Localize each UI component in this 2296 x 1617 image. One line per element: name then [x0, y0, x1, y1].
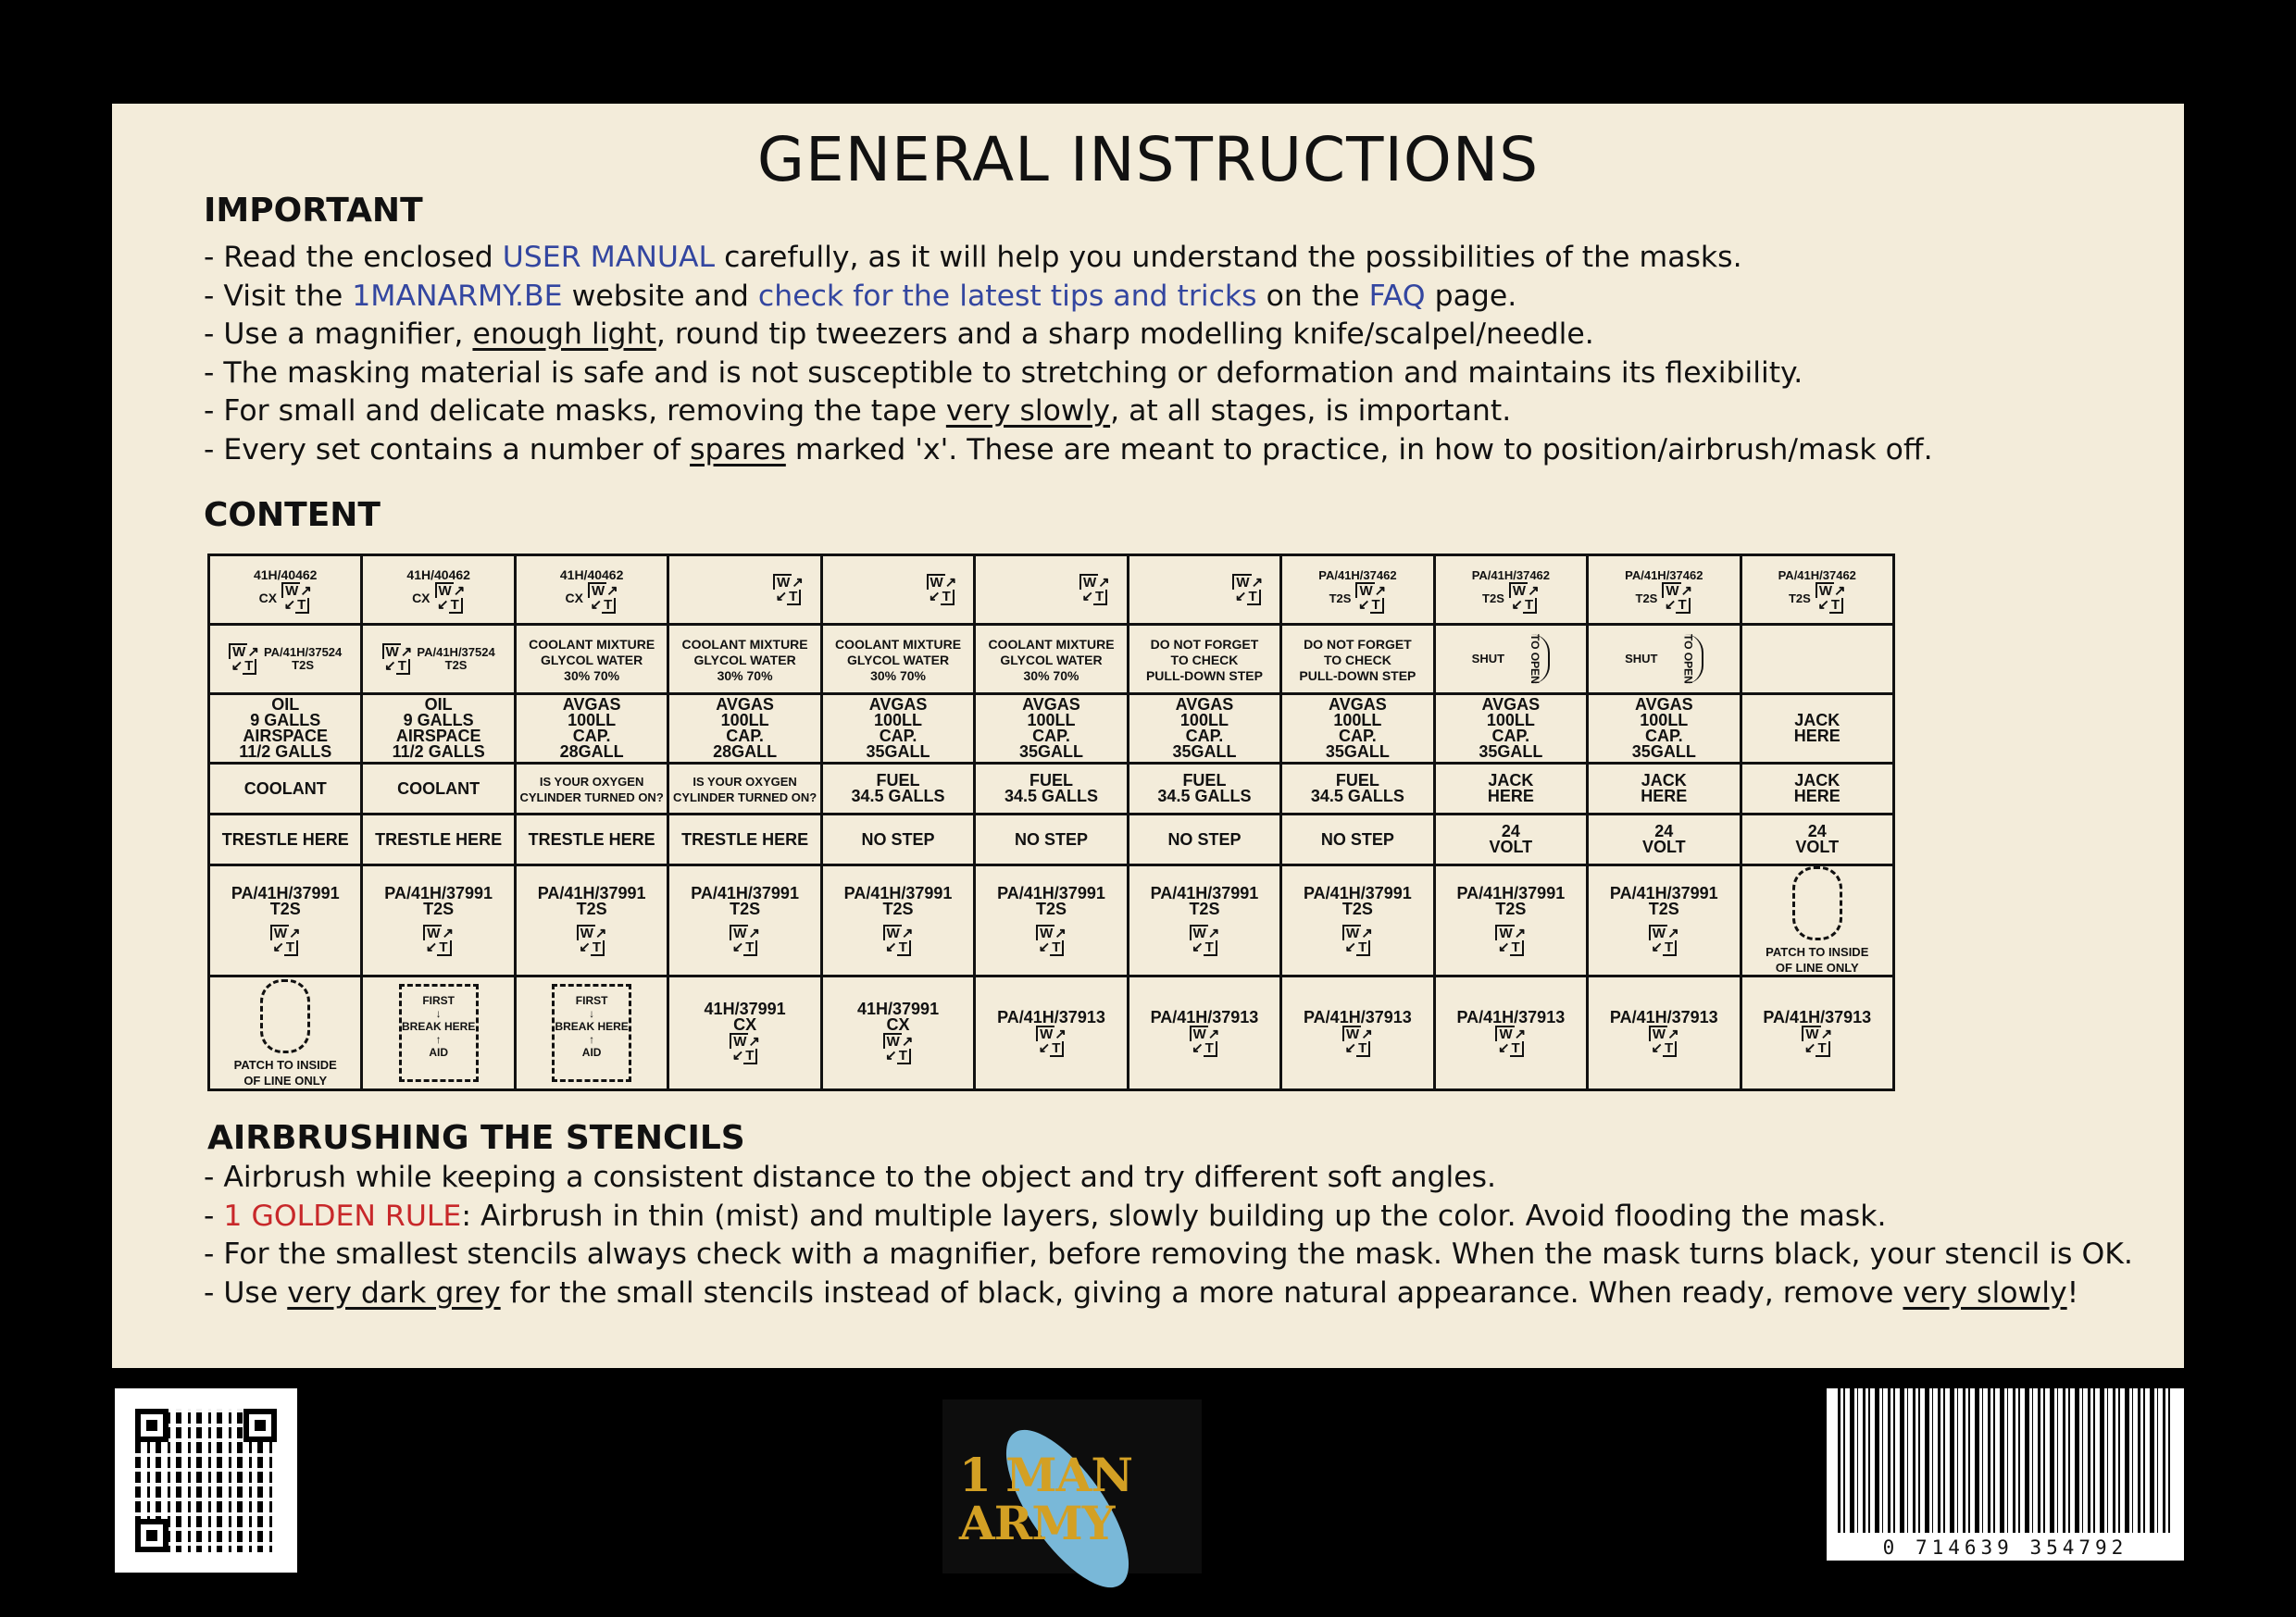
- stencil-cell: NO STEP: [821, 815, 974, 865]
- wt-icon: W ↗ ↙ T: [229, 643, 259, 675]
- stencil-cell: [975, 555, 1128, 625]
- stencil-cell: FUEL 34.5 GALLS: [1281, 764, 1434, 815]
- important-line-3: - Use a magnifier, enough light, round tip tweezers and a sharp modelling knife/scalpel/needle.: [204, 317, 1594, 351]
- stencil-cell: COOLANT MIXTURE GLYCOL WATER 30% 70%: [515, 625, 668, 694]
- content-heading: CONTENT: [204, 496, 381, 534]
- stencil-cell: PA/41H/37991 T2S W ↗ ↙ T: [1434, 865, 1587, 976]
- wt-icon: W ↗ ↙ T: [1232, 574, 1263, 605]
- stencil-cell: [1128, 555, 1280, 625]
- table-row: [209, 625, 1894, 694]
- stencil-cell: PATCH TO INSIDE OF LINE ONLY: [1741, 865, 1893, 976]
- important-list: [204, 239, 1933, 469]
- wt-icon: W ↗ ↙ T: [1802, 1026, 1832, 1057]
- stencil-cell: PA/41H/37462 T2S W ↗ ↙ T: [1281, 555, 1434, 625]
- stencil-cell: PA/41H/37991 T2S W ↗ ↙ T: [821, 865, 974, 976]
- stencil-cell: JACK HERE: [1588, 764, 1741, 815]
- user-manual-link[interactable]: USER MANUAL: [502, 241, 716, 274]
- stencil-cell: [515, 976, 668, 1090]
- wt-icon: W ↗ ↙ T: [883, 925, 914, 956]
- wt-icon: W ↗ ↙ T: [1495, 1026, 1526, 1057]
- airbrush-line-2: - 1 GOLDEN RULE: Airbrush in thin (mist) and multiple layers, slowly building up the color. Avoid flooding the mask.: [204, 1199, 1887, 1233]
- stencil-cell: FUEL 34.5 GALLS: [821, 764, 974, 815]
- stencil-cell: JACK HERE: [1434, 764, 1587, 815]
- airbrush-line-3: - For the smallest stencils always check with a magnifier, before removing the mask. When the mask turns black, your stencil is OK.: [204, 1238, 2133, 1271]
- stencil-cell: DO NOT FORGET TO CHECK PULL-DOWN STEP: [1281, 625, 1434, 694]
- stencil-cell: JACK HERE: [1741, 764, 1893, 815]
- wt-icon: W ↗ ↙ T: [773, 574, 804, 605]
- stencil-cell: DO NOT FORGET TO CHECK PULL-DOWN STEP: [1128, 625, 1280, 694]
- stencil-cell: PA/41H/37991 T2S W ↗ ↙ T: [668, 865, 821, 976]
- stencil-cell: COOLANT MIXTURE GLYCOL WATER 30% 70%: [668, 625, 821, 694]
- wt-icon: W ↗ ↙ T: [1342, 925, 1373, 956]
- stencil-cell: PA/41H/37913 W ↗ ↙ T: [975, 976, 1128, 1090]
- tips-link[interactable]: check for the latest tips and tricks: [757, 279, 1257, 313]
- important-line-1: - Read the enclosed USER MANUAL carefully, as it will help you understand the possibilities of the masks.: [204, 241, 1742, 274]
- wt-icon: W ↗ ↙ T: [730, 1033, 760, 1064]
- page-title: GENERAL INSTRUCTIONS: [756, 124, 1540, 195]
- wt-icon: W ↗ ↙ T: [1342, 1026, 1373, 1057]
- stencil-cell: PA/41H/37913 W ↗ ↙ T: [1588, 976, 1741, 1090]
- stencil-cell: OIL 9 GALLS AIRSPACE 11/2 GALLS: [209, 694, 362, 764]
- stencil-cell: AVGAS 100LL CAP. 28GALL: [668, 694, 821, 764]
- wt-icon: W ↗ ↙ T: [382, 643, 413, 675]
- important-line-4: - The masking material is safe and is not susceptible to stretching or deformation and maintains its flexibility.: [204, 355, 1803, 390]
- stencil-cell: TRESTLE HERE: [209, 815, 362, 865]
- stencil-cell: TRESTLE HERE: [362, 815, 515, 865]
- important-line-5: - For small and delicate masks, removing the tape very slowly, at all stages, is important.: [204, 394, 1512, 428]
- wt-icon: W ↗ ↙ T: [1816, 582, 1846, 614]
- stencil-cell: AVGAS 100LL CAP. 35GALL: [1128, 694, 1280, 764]
- patch-outline-icon: [1792, 866, 1842, 940]
- stencil-cell: AVGAS 100LL CAP. 35GALL: [1588, 694, 1741, 764]
- wt-icon: W ↗ ↙ T: [435, 582, 466, 614]
- stencil-cell: OIL 9 GALLS AIRSPACE 11/2 GALLS: [362, 694, 515, 764]
- stencil-cell: [821, 555, 974, 625]
- wt-icon: W ↗ ↙ T: [423, 925, 454, 956]
- brand-logo: [942, 1399, 1202, 1573]
- important-heading: IMPORTANT: [204, 192, 423, 230]
- qr-code[interactable]: [115, 1388, 297, 1573]
- break-here-box: FIRST ↓ BREAK HERE ↑ AID: [552, 984, 631, 1082]
- stencil-cell: AVGAS 100LL CAP. 35GALL: [1281, 694, 1434, 764]
- airbrush-line-4: - Use very dark grey for the small stencils instead of black, giving a more natural appearance. When ready, remove very slowly!: [204, 1275, 2079, 1310]
- wt-icon: W ↗ ↙ T: [730, 925, 760, 956]
- qr-finder-icon: [135, 1409, 168, 1442]
- stencil-cell: 41H/40462 CX W ↗ ↙ T: [515, 555, 668, 625]
- wt-icon: W ↗ ↙ T: [1509, 582, 1540, 614]
- stencil-cell: 41H/37991 CX W ↗ ↙ T: [668, 976, 821, 1090]
- wt-icon: W ↗ ↙ T: [270, 925, 301, 956]
- stencil-cell: AVGAS 100LL CAP. 28GALL: [515, 694, 668, 764]
- stencil-cell: PA/41H/37991 T2S W ↗ ↙ T: [1588, 865, 1741, 976]
- wt-icon: W ↗ ↙ T: [1036, 925, 1067, 956]
- wt-icon: W ↗ ↙ T: [1079, 574, 1110, 605]
- wt-icon: W ↗ ↙ T: [1649, 1026, 1679, 1057]
- wt-icon: W ↗ ↙ T: [927, 574, 957, 605]
- website-link[interactable]: 1MANARMY.BE: [352, 279, 563, 313]
- wt-icon: W ↗ ↙ T: [1662, 582, 1692, 614]
- barcode: [1827, 1388, 2184, 1561]
- barcode-number: 0 714639 354792: [1882, 1536, 2128, 1559]
- stencil-cell: W ↗ ↙ T PA/41H/37524 T2S: [209, 625, 362, 694]
- stencil-cell: AVGAS 100LL CAP. 35GALL: [821, 694, 974, 764]
- stencil-cell: TRESTLE HERE: [515, 815, 668, 865]
- stencil-cell: 24 VOLT: [1588, 815, 1741, 865]
- stencil-cell: SHUT TO OPEN: [1588, 625, 1741, 694]
- stencil-cell: PA/41H/37462 T2S W ↗ ↙ T: [1741, 555, 1893, 625]
- stencil-cell: COOLANT MIXTURE GLYCOL WATER 30% 70%: [975, 625, 1128, 694]
- stencil-cell: IS YOUR OXYGEN CYLINDER TURNED ON?: [515, 764, 668, 815]
- stencil-cell: AVGAS 100LL CAP. 35GALL: [975, 694, 1128, 764]
- wt-icon: W ↗ ↙ T: [588, 582, 618, 614]
- qr-finder-icon: [243, 1409, 277, 1442]
- wt-icon: W ↗ ↙ T: [1036, 1026, 1067, 1057]
- wt-icon: W ↗ ↙ T: [883, 1033, 914, 1064]
- stencil-cell: 41H/40462 CX W ↗ ↙ T: [362, 555, 515, 625]
- stencil-cell: PA/41H/37991 T2S W ↗ ↙ T: [1128, 865, 1280, 976]
- wt-icon: W ↗ ↙ T: [1495, 925, 1526, 956]
- wt-icon: W ↗ ↙ T: [577, 925, 607, 956]
- stencil-cell: PA/41H/37991 T2S W ↗ ↙ T: [362, 865, 515, 976]
- stencil-cell: SHUT TO OPEN: [1434, 625, 1587, 694]
- barcode-bars: [1838, 1388, 2173, 1533]
- golden-rule-label: 1 GOLDEN RULE: [223, 1199, 462, 1233]
- stencil-cell: 41H/37991 CX W ↗ ↙ T: [821, 976, 974, 1090]
- stencil-cell: NO STEP: [975, 815, 1128, 865]
- wt-icon: W ↗ ↙ T: [281, 582, 312, 614]
- stencil-cell: PATCH TO INSIDE OF LINE ONLY: [209, 976, 362, 1090]
- stencil-table: [207, 554, 1895, 1091]
- stencil-cell: [668, 555, 821, 625]
- stencil-cell: 41H/40462 CX W ↗ ↙ T: [209, 555, 362, 625]
- stencil-cell: W ↗ ↙ T PA/41H/37524 T2S: [362, 625, 515, 694]
- stencil-cell: AVGAS 100LL CAP. 35GALL: [1434, 694, 1587, 764]
- stencil-cell: FUEL 34.5 GALLS: [1128, 764, 1280, 815]
- instruction-card: [112, 104, 2184, 1368]
- airbrush-line-1: - Airbrush while keeping a consistent distance to the object and try different soft angles.: [204, 1161, 1496, 1194]
- stencil-cell: COOLANT: [209, 764, 362, 815]
- stencil-cell: FUEL 34.5 GALLS: [975, 764, 1128, 815]
- table-row: [209, 764, 1894, 815]
- stencil-cell: PA/41H/37913 W ↗ ↙ T: [1128, 976, 1280, 1090]
- stencil-cell: [1741, 625, 1893, 694]
- airbrush-list: [204, 1159, 2133, 1312]
- important-line-6: - Every set contains a number of spares marked 'x'. These are meant to practice, in how to position/airbrush/mask off.: [204, 432, 1933, 466]
- stencil-cell: PA/41H/37991 T2S W ↗ ↙ T: [515, 865, 668, 976]
- wt-icon: W ↗ ↙ T: [1649, 925, 1679, 956]
- patch-outline-icon: [260, 979, 310, 1053]
- table-row: [209, 815, 1894, 865]
- table-row: [209, 694, 1894, 764]
- stencil-cell: JACK HERE: [1741, 694, 1893, 764]
- stencil-cell: 24 VOLT: [1434, 815, 1587, 865]
- faq-link[interactable]: FAQ: [1368, 279, 1426, 313]
- wt-icon: W ↗ ↙ T: [1190, 1026, 1220, 1057]
- wt-icon: W ↗ ↙ T: [1355, 582, 1386, 614]
- stencil-cell: PA/41H/37991 T2S W ↗ ↙ T: [1281, 865, 1434, 976]
- stencil-cell: NO STEP: [1281, 815, 1434, 865]
- stencil-cell: COOLANT MIXTURE GLYCOL WATER 30% 70%: [821, 625, 974, 694]
- break-here-box: FIRST ↓ BREAK HERE ↑ AID: [399, 984, 479, 1082]
- stencil-cell: COOLANT: [362, 764, 515, 815]
- wt-icon: W ↗ ↙ T: [1190, 925, 1220, 956]
- important-line-2: - Visit the 1MANARMY.BE website and check for the latest tips and tricks on the FAQ page.: [204, 279, 1517, 313]
- logo-text: 1 MAN ARMY: [959, 1448, 1133, 1550]
- stencil-cell: PA/41H/37991 T2S W ↗ ↙ T: [975, 865, 1128, 976]
- stencil-cell: PA/41H/37462 T2S W ↗ ↙ T: [1588, 555, 1741, 625]
- table-row: [209, 865, 1894, 976]
- airbrush-heading: AIRBRUSHING THE STENCILS: [207, 1119, 745, 1157]
- stencil-cell: IS YOUR OXYGEN CYLINDER TURNED ON?: [668, 764, 821, 815]
- stencil-cell: PA/41H/37913 W ↗ ↙ T: [1434, 976, 1587, 1090]
- stencil-cell: 24 VOLT: [1741, 815, 1893, 865]
- stencil-cell: TRESTLE HERE: [668, 815, 821, 865]
- table-row: [209, 555, 1894, 625]
- stencil-cell: PA/41H/37913 W ↗ ↙ T: [1281, 976, 1434, 1090]
- stencil-cell: [362, 976, 515, 1090]
- stencil-cell: PA/41H/37991 T2S W ↗ ↙ T: [209, 865, 362, 976]
- table-row: [209, 976, 1894, 1090]
- stencil-cell: PA/41H/37913 W ↗ ↙ T: [1741, 976, 1893, 1090]
- stencil-cell: PA/41H/37462 T2S W ↗ ↙ T: [1434, 555, 1587, 625]
- stencil-cell: NO STEP: [1128, 815, 1280, 865]
- qr-finder-icon: [135, 1519, 168, 1552]
